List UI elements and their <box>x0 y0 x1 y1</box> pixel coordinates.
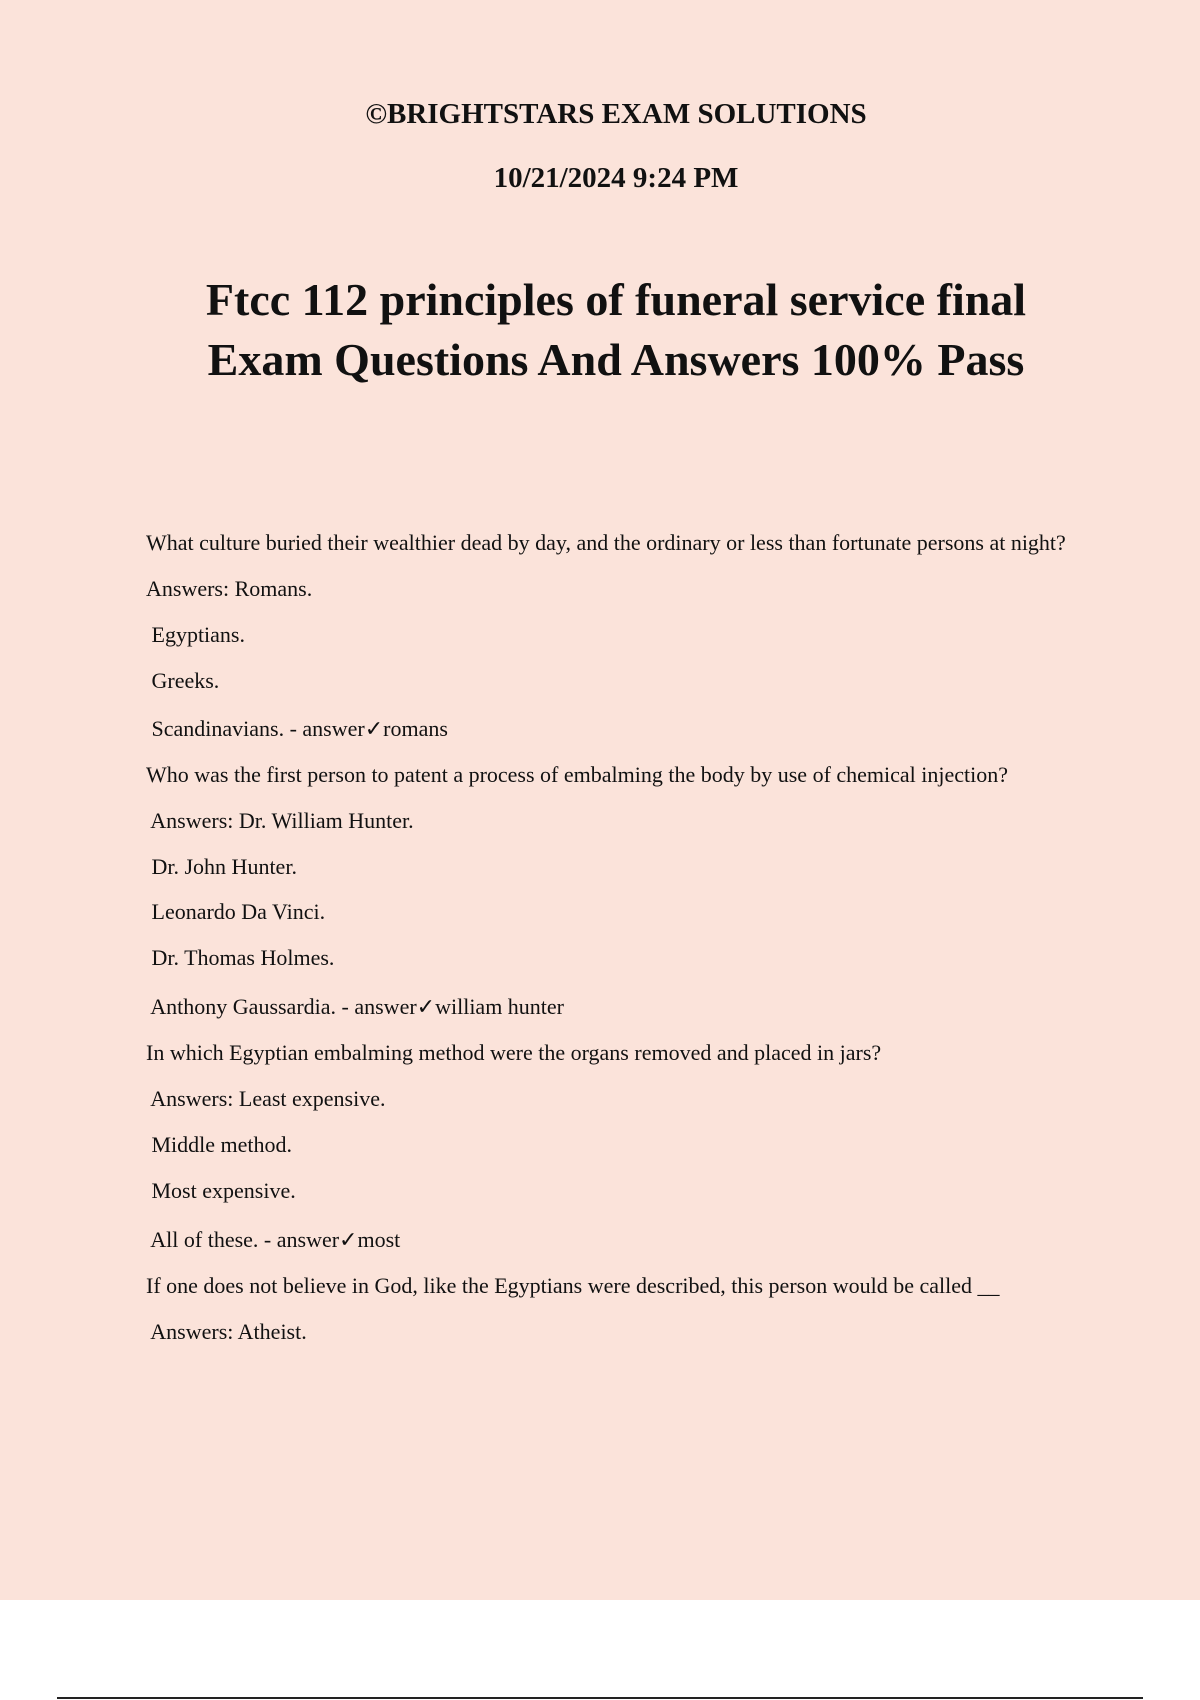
answer-option: Answers: Dr. William Hunter. <box>146 808 414 833</box>
title-line-2: Exam Questions And Answers 100% Pass <box>207 334 1025 385</box>
timestamp: 10/21/2024 9:24 PM <box>493 162 739 194</box>
answer-option: Answers: Atheist. <box>146 1319 307 1344</box>
answer-option: Anthony Gaussardia. - answer✓william hunter <box>146 994 565 1019</box>
answer-option: Egyptians. <box>146 622 245 647</box>
question-text: What culture buried their wealthier dead by day, and the ordinary or less than fortunate persons at night? <box>146 530 1066 555</box>
answer-option: Leonardo Da Vinci. <box>146 899 326 924</box>
footer-divider <box>57 1697 1143 1699</box>
answer-option: Answers: Least expensive. <box>146 1086 386 1111</box>
answer-option: Greeks. <box>146 668 220 693</box>
answer-option: Most expensive. <box>146 1178 296 1203</box>
answer-option: Scandinavians. - answer✓romans <box>146 716 448 741</box>
answer-option: Dr. Thomas Holmes. <box>146 945 335 970</box>
question-answer-list <box>146 528 1096 1347</box>
answer-option: Answers: Romans. <box>146 576 313 601</box>
answer-option: Middle method. <box>146 1132 293 1157</box>
document-title <box>0 270 1200 390</box>
answer-option: All of these. - answer✓most <box>146 1227 401 1252</box>
question-text: If one does not believe in God, like the Egyptians were described, this person would be called __ <box>146 1273 1000 1298</box>
question-text: In which Egyptian embalming method were the organs removed and placed in jars? <box>146 1040 882 1065</box>
title-line-1: Ftcc 112 principles of funeral service final <box>205 274 1027 325</box>
answer-option: Dr. John Hunter. <box>146 854 297 879</box>
question-text: Who was the first person to patent a process of embalming the body by use of chemical injection? <box>146 762 1009 787</box>
brand-header: ©BRIGHTSTARS EXAM SOLUTIONS <box>365 98 867 130</box>
